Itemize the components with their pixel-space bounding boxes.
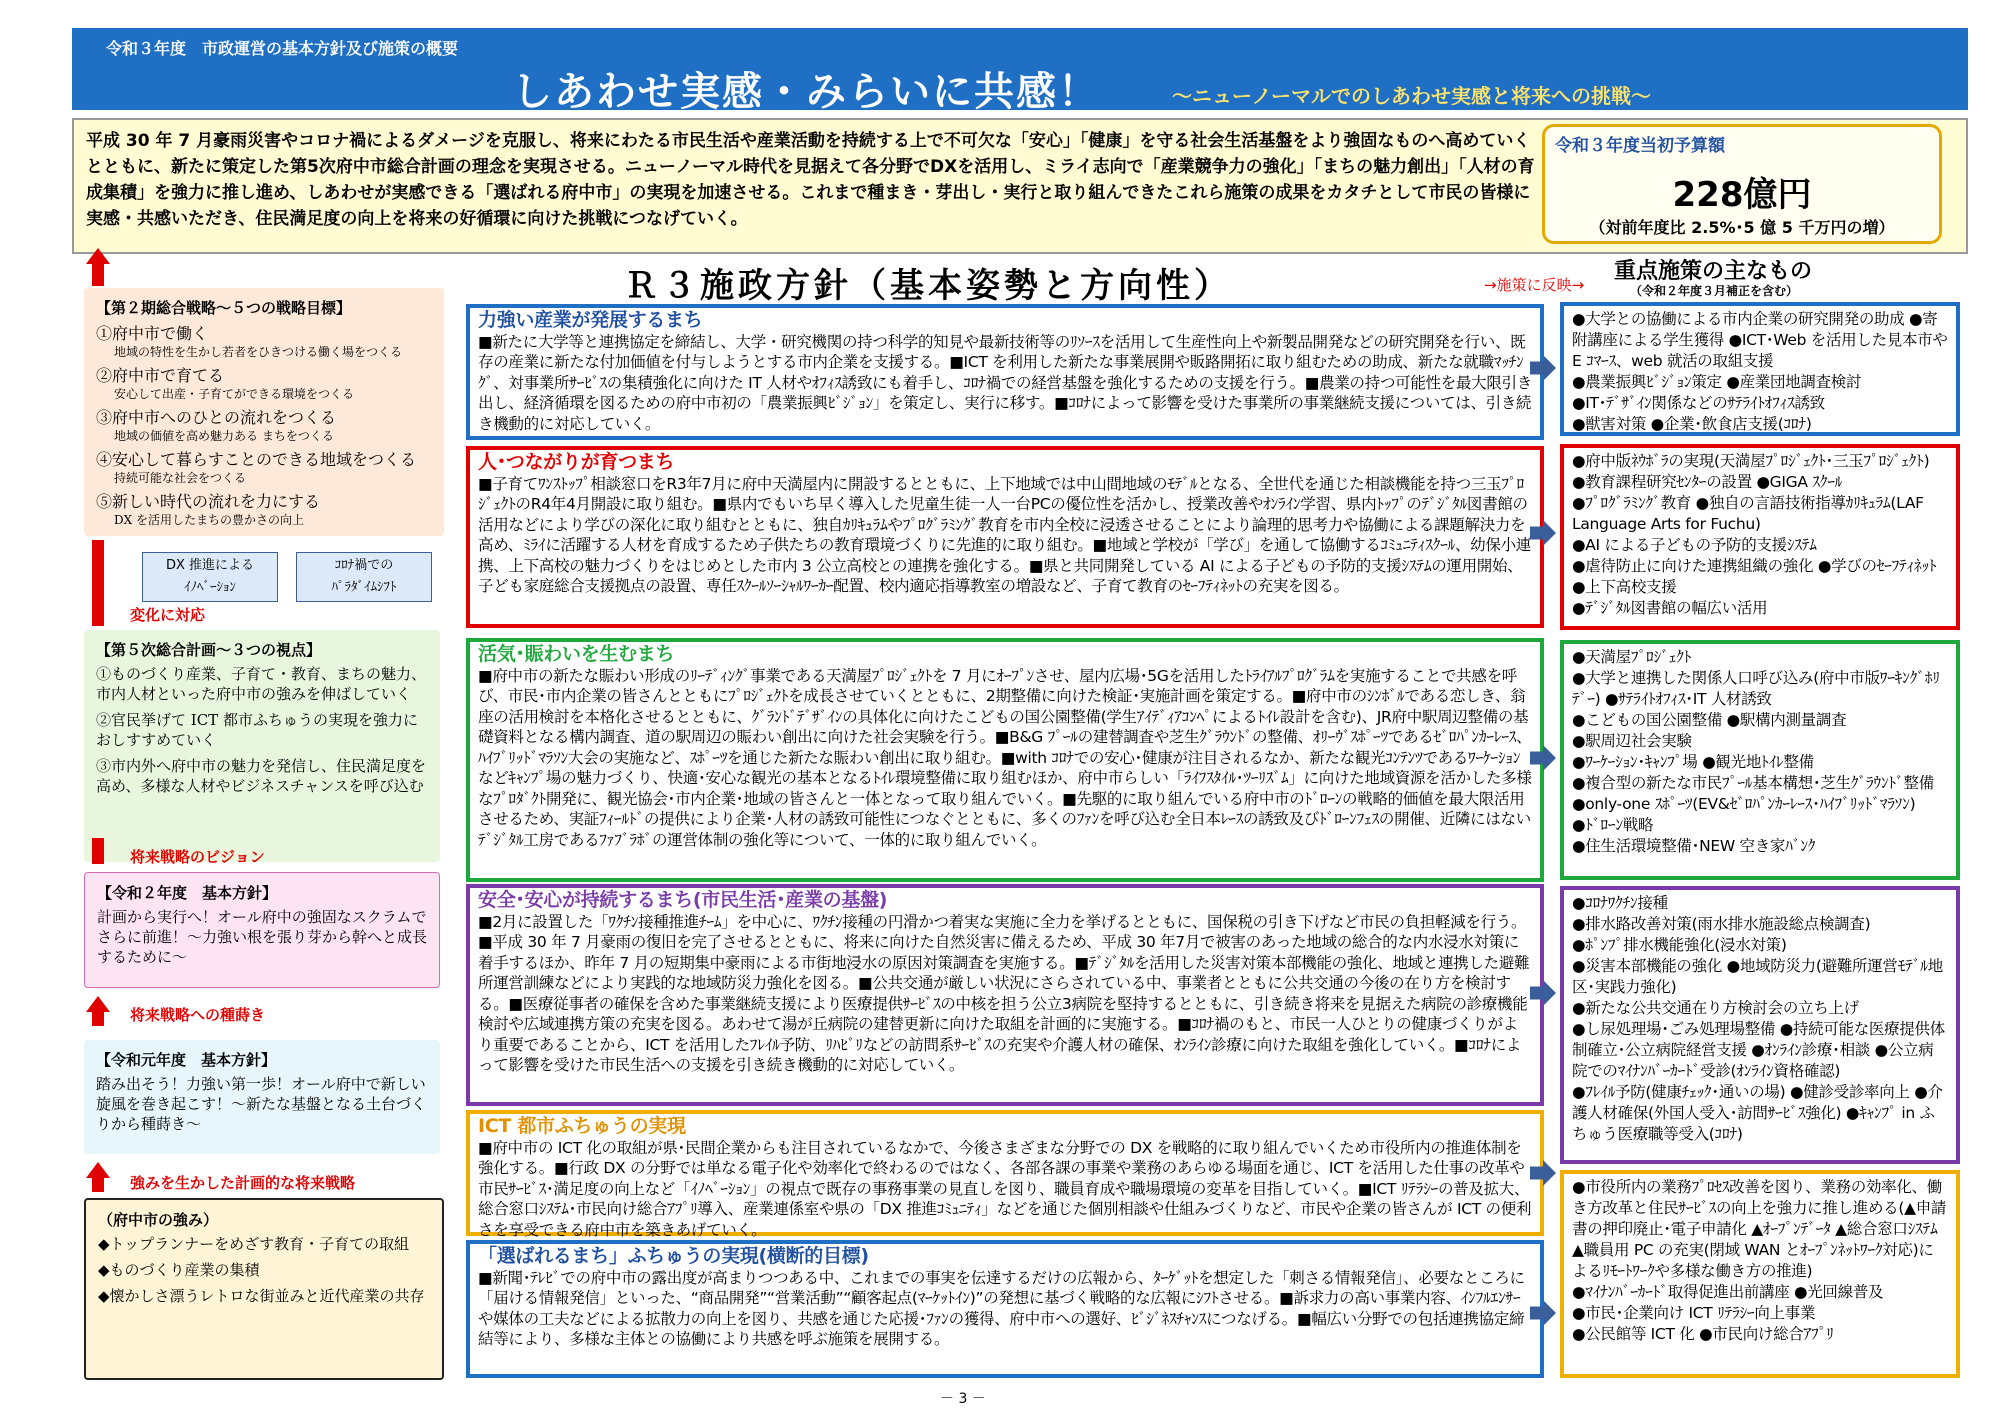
policy-title: 人･つながりが育つまち — [478, 451, 675, 473]
r1-policy-box — [84, 1040, 440, 1154]
r2-policy-box — [84, 872, 440, 988]
strategy-goal: ①府中市で働く — [96, 324, 209, 343]
focus-people: ●府中版ﾈｳﾎﾞﾗの実現(天満屋ﾌﾟﾛｼﾞｪｸﾄ･三玉ﾌﾟﾛｼﾞｪｸﾄ) ●教育課程研究ｾﾝﾀｰの設置 ●GIGA ｽｸｰﾙ ●ﾌﾟﾛｸﾞﾗﾐﾝｸﾞ教育 ●独自の言語技術指導ｶﾘｷｭﾗﾑ(LAF Language Arts for Fuchu) ●AI による子どもの予防的支援ｼｽﾃﾑ ●虐待防止に向けた連携組織の強化 ●学びのｾｰﾌﾃｨﾈｯﾄ ●上下高校支援 ●ﾃﾞｼﾞﾀﾙ図書館の幅広い活用 — [1560, 444, 1960, 630]
strategy-goal: ④安心して暮らすことのできる地域をつくる — [96, 450, 417, 469]
strategy-desc: DX を活用したまちの豊かさの向上 — [114, 513, 304, 527]
page-number: － 3 － — [940, 1391, 986, 1407]
red-bar — [92, 838, 104, 864]
label-seed: 将来戦略への種蒔き — [130, 1006, 266, 1024]
red-bar — [92, 1012, 104, 1026]
title-banner — [72, 28, 1968, 115]
red-bar — [92, 540, 104, 626]
policy-safety — [466, 884, 1544, 1106]
policy-title: 「選ばれるまち」ふちゅうの実現(横断的目標) — [478, 1245, 869, 1267]
up-arrow-icon — [86, 248, 110, 264]
plan-item: ③市内外へ府中市の魅力を発信し、住民満足度を高め、多様な人材やビジネスチャンスを呼び込む — [96, 757, 427, 795]
r1-body: 踏み出そう！力強い第一歩！オール府中で新しい旋風を巻き起こす！～新たな基盤となる土台づくりから種蒔き～ — [96, 1075, 427, 1133]
plan-box — [84, 630, 440, 862]
budget-amount: 228億円 — [1672, 175, 1812, 215]
policy-body: ■府中市の新たな賑わい形成のﾘｰﾃﾞｨﾝｸﾞ事業である天満屋ﾌﾟﾛｼﾞｪｸﾄを 7 月にｵｰﾌﾟﾝさせ、屋内広場･5Gを活用したﾄﾗｲｱﾙﾌﾟﾛｸﾞﾗﾑを実施することで共感を呼び、市民･市内企業の皆さんとともにﾌﾟﾛｼﾞｪｸﾄを成長させていくとともに、2期整備に向けた検証･実施計画を策定する。■府中市のｼﾝﾎﾞﾙである恋しき、翁座の活用検討を本格化させるとともに、ｸﾞﾗﾝﾄﾞﾃﾞｻﾞｲﾝの具体化に向けたこどもの国公園整備(学生ｱｲﾃﾞｨｱｺﾝﾍﾟによるﾄｲﾚ設計を含む)、JR府中駅周辺整備の基礎資料となる構内調査、道の駅周辺の賑わい創出に向けた社会実験を行う。■B&G ﾌﾟｰﾙの建替調査や芝生ｸﾞﾗｳﾝﾄﾞの整備、ｵﾘｰｳﾞｽﾎﾟｰﾂであるｾﾞﾛﾊﾟﾝｶｰﾚｰｽ、ﾊｲﾌﾞﾘｯﾄﾞﾏﾗｿﾝ大会の実施など、ｽﾎﾟｰﾂを通じた新たな賑わい創出に取り組む。■with ｺﾛﾅでの安心･健康が注目されるなか、新たな観光ｺﾝﾃﾝﾂであるﾜｰｹｰｼｮﾝなどｷｬﾝﾌﾟ場の魅力づくり、快適･安心な観光の基本となるﾄｲﾚ環境整備に取り組むほか、府中市らしい「ﾗｲﾌｽﾀｲﾙ･ﾂｰﾘｽﾞﾑ」に向けた地域資源を活かした多様なﾌﾟﾛﾀﾞｸﾄ開発に、観光協会･市内企業･地域の皆さんと一体となって取り組んでいく。■先駆的に取り組んでいる府中市のﾄﾞﾛｰﾝの戦略的価値を最大限活用させるため、実証ﾌｨｰﾙﾄﾞの提供により企業･人材の誘致可能性につなぐとともに、多くのﾌｧﾝを呼び込む全日本ﾚｰｽの誘致及びﾄﾞﾛｰﾝﾌｪｽの開催、近隣にはないﾃﾞｼﾞﾀﾙ工房であるﾌｧﾌﾞﾗﾎﾞの運営体制の強化等について、一体的に取り組んでいく。 — [478, 666, 1532, 849]
focus-vitality: ●天満屋ﾌﾟﾛｼﾞｪｸﾄ ●大学と連携した関係人口呼び込み(府中市版ﾜｰｷﾝｸﾞﾎﾘﾃﾞｰ) ●ｻﾃﾗｲﾄｵﾌｨｽ･IT 人材誘致 ●こどもの国公園整備 ●駅構内測量調査 ●駅周辺社会実験 ●ﾜｰｹｰｼｮﾝ･ｷｬﾝﾌﾟ場 ●観光地ﾄｲﾚ整備 ●複合型の新たな市民ﾌﾟｰﾙ基本構想･芝生ｸﾞﾗｳﾝﾄﾞ整備 ●only-one ｽﾎﾟｰﾂ(EV&ｾﾞﾛﾊﾟﾝｶｰﾚｰｽ･ﾊｲﾌﾞﾘｯﾄﾞﾏﾗｿﾝ) ●ﾄﾞﾛｰﾝ戦略 ●住生活環境整備･NEW 空き家ﾊﾞﾝｸ — [1560, 640, 1960, 880]
strategy-desc: 安心して出産・子育てができる環境をつくる — [114, 387, 355, 401]
strength-item: ◆トップランナーをめざす教育・子育ての取組 — [98, 1235, 410, 1253]
r2-body: 計画から実行へ！オール府中の強固なスクラムでさらに前進！～力強い根を張り芽から幹へと成長するために～ — [97, 908, 428, 966]
policy-title: 安全･安心が持続するまち(市民生活･産業の基盤) — [478, 889, 888, 911]
page-title: しあわせ実感・みらいに共感！ — [512, 69, 1100, 115]
red-bar — [92, 264, 104, 286]
up-arrow-icon — [86, 1162, 110, 1178]
strategy-head: 【第２期総合戦略～５つの戦略目標】 — [96, 299, 352, 317]
focus-heading: 重点施策の主なもの — [1614, 259, 1813, 284]
label-vision: 将来戦略のビジョン — [130, 848, 265, 866]
strength-item: ◆懐かしさ漂うレトロな街並みと近代産業の共存 — [98, 1287, 425, 1305]
strategy-desc: 地域の価値を高め魅力ある まちをつくる — [114, 429, 334, 443]
plan-head: 【第５次総合計画～３つの視点】 — [96, 641, 322, 659]
focus-note: （令和２年度３月補正を含む） — [1630, 284, 1799, 298]
red-bar — [92, 1178, 104, 1192]
label-strength: 強みを生かした計画的な将来戦略 — [130, 1174, 356, 1192]
strategy-desc: 持続可能な社会をつくる — [114, 471, 247, 485]
plan-item: ②官民挙げて ICT 都市ふちゅうの実現を強力におしすすめていく — [96, 711, 418, 749]
policy-chosen — [466, 1240, 1544, 1378]
strategy-goal: ⑤新しい時代の流れを力にする — [96, 492, 321, 511]
budget-box — [1542, 124, 1942, 244]
intro-text: 平成 30 年 7 月豪雨災害やコロナ禍によるダメージを克服し、将来にわたる市民生活や産業活動を持続する上で不可欠な「安心」「健康」を守る社会生活基盤をより強固なものへ高めていくとともに、新たに策定した第5次府中市総合計画の理念を実現させる。ニューノーマル時代を見据えて各分野でDXを活用し、ミライ志向で「産業競争力の強化」「まちの魅力創出」「人材の育成集積」を強力に推し進め、しあわせが実感できる「選ばれる府中市」の実現を加速させる。これまで種まき・芽出し・実行と取り組んできたこれら施策の成果をカタチとして市民の皆様に実感・共感いただき、住民満足度の向上を将来の好循環に向けた挑戦につなげていく。 — [86, 131, 1535, 229]
budget-label: 令和３年度当初予算額 — [1555, 136, 1725, 156]
strength-item: ◆ものづくり産業の集積 — [98, 1261, 260, 1279]
r2-head: 【令和２年度 基本方針】 — [97, 884, 278, 902]
policy-body: ■子育てﾜﾝｽﾄｯﾌﾟ相談窓口をR3年7月に府中天満屋内に開設するとともに、上下地域では中山間地域のﾓﾃﾞﾙとなる、全世代を通じた相談機能を持つ三玉ﾌﾟﾛｼﾞｪｸﾄのR4年4月開設に取り組む。■県内でもいち早く導入した児童生徒一人一台PCの優位性を活かし、授業改善やｵﾝﾗｲﾝ学習、県内ﾄｯﾌﾟのﾃﾞｼﾞﾀﾙ図書館の活用などにより学びの深化に取り組むとともに、独自ｶﾘｷｭﾗﾑやﾌﾟﾛｸﾞﾗﾐﾝｸﾞ教育を市内全校に浸透させることにより論理的思考力や協働による課題解決力を高め、ﾐﾗｲに活躍する人材を育成するため子供たちの教育環境づくりに先進的に取り組む。■地域と学校が「学び」を通して協働するｺﾐｭﾆﾃｨｽｸｰﾙ、幼保小連携、上下高校の魅力づくりをはじめとした市内 3 公立高校との連携を強化する。■県と共同開発している AI による子どもの予防的支援ｼｽﾃﾑの運用開始、子ども家庭総合支援拠点の設置、専任ｽｸｰﾙｿｰｼｬﾙﾜｰｶｰ配置、校内適応指導教室の増設など、子育て教育のｾｰﾌﾃｨﾈｯﾄの充実を図る。 — [478, 474, 1531, 595]
strengths-head: （府中市の強み） — [98, 1211, 219, 1229]
plan-item: ①ものづくり産業、子育て・教育、まちの魅力、市内人材といった府中市の強みを伸ばしていく — [96, 665, 427, 703]
focus-industry: ●大学との協働による市内企業の研究開発の助成 ●寄附講座による学生獲得 ●ICT･Web を活用した見本市や E ｺﾏｰｽ、web 就活の取組支援 ●農業振興ﾋﾞｼﾞｮﾝ策定 ●産業団地調査検討 ●IT･ﾃﾞｻﾞｲﾝ関係などのｻﾃﾗｲﾄｵﾌｨｽ誘致 ●獣害対策 ●企業･飲食店支援(ｺﾛﾅ) — [1560, 302, 1960, 436]
focus-ict: ●市役所内の業務ﾌﾟﾛｾｽ改善を図り、業務の効率化、働き方改革と住民ｻｰﾋﾞｽの向上を強力に推し進める(▲申請書の押印廃止･電子申請化 ▲ｵｰﾌﾟﾝﾃﾞｰﾀ ▲総合窓口ｼｽﾃﾑ ▲職員用 PC の充実(閉域 WAN とｵｰﾌﾟﾝﾈｯﾄﾜｰｸ対応)によるﾘﾓｰﾄﾜｰｸや多様な働き方の推進) ●ﾏｲﾅﾝﾊﾞｰｶｰﾄﾞ取得促進出前講座 ●光回線普及 ●市民･企業向け ICT ﾘﾃﾗｼｰ向上事業 ●公民館等 ICT 化 ●市民向け総合ｱﾌﾟﾘ — [1560, 1170, 1960, 1378]
label-change: 変化に対応 — [130, 606, 206, 624]
policy-industry — [466, 304, 1544, 440]
banner-sub: 令和３年度 市政運営の基本方針及び施策の概要 — [106, 39, 459, 58]
policy-body: ■新聞･ﾃﾚﾋﾞでの府中市の露出度が高まりつつある中、これまでの事実を伝達するだけの広報から、ﾀｰｹﾞｯﾄを想定した「刺さる情報発信」、必要なところに「届ける情報発信」といった、“商品開発”“営業活動”“顧客起点(ﾏｰｹｯﾄｲﾝ)”の発想に基づく戦略的な広報にｼﾌﾄさせる。■訴求力の高い事業内容、ｲﾝﾌﾙｴﾝｻｰや媒体の工夫などによる拡散力の向上を図り、共感を通じた応援･ﾌｧﾝの獲得、府中市への選好、ﾋﾞｼﾞﾈｽﾁｬﾝｽにつなげる。■幅広い分野での包括連携協定締結等により、多様な主体との協働により共感を呼ぶ施策を展開する。 — [478, 1268, 1525, 1348]
policy-title: 活気･賑わいを生むまち — [478, 643, 675, 665]
banner-subtitle: ～ニューノーマルでのしあわせ実感と将来への挑戦～ — [1172, 84, 1651, 108]
budget-compare: （対前年度比 2.5%･5 億 5 千万円の増） — [1589, 218, 1895, 237]
strengths-box — [84, 1198, 444, 1380]
focus-safety: ●ｺﾛﾅﾜｸﾁﾝ接種 ●排水路改善対策(雨水排水施設総点検調査) ●ﾎﾟﾝﾌﾟ排水機能強化(浸水対策) ●災害本部機能の強化 ●地域防災力(避難所運営ﾓﾃﾞﾙ地区･実践力強化) ●新たな公共交通在り方検討会の立ち上げ ●し尿処理場･ごみ処理場整備 ●持続可能な医療提供体制確立･公立病院経営支援 ●ｵﾝﾗｲﾝ診療･相談 ●公立病院でのﾏｲﾅﾝﾊﾞｰｶｰﾄﾞ受診(ｵﾝﾗｲﾝ資格確認) ●ﾌﾚｲﾙ予防(健康ﾁｪｯｸ･通いの場) ●健診受診率向上 ●介護人材確保(外国人受入･訪問ｻｰﾋﾞｽ強化) ●ｷｬﾝﾌﾟ in ふちゅう医療職等受入(ｺﾛﾅ) — [1560, 886, 1960, 1164]
strategy-box — [84, 288, 444, 536]
reflect-label: →施策に反映→ — [1484, 276, 1585, 294]
callout-corona: ｺﾛﾅ禍での ﾊﾟﾗﾀﾞｲﾑｼﾌﾄ — [296, 552, 432, 602]
policy-title: 力強い産業が発展するまち — [478, 309, 703, 331]
policy-vitality — [466, 638, 1544, 882]
policy-ict — [466, 1110, 1544, 1239]
callout-dx: DX 推進による ｲﾉﾍﾞｰｼｮﾝ — [142, 552, 278, 602]
policy-body: ■府中市の ICT 化の取組が県･民間企業からも注目されているなかで、今後さまざまな分野での DX を戦略的に取り組んでいくため市役所内の推進体制を強化する。■行政 DX の分野では単なる電子化や効率化で終わるのではなく、各部各課の事業や業務のあらゆる場面を通じ、ICT を活用した仕事の改革や市民ｻｰﾋﾞｽ･満足度の向上など「ｲﾉﾍﾞｰｼｮﾝ」の視点で既存の事務事業の見直しを図り、職員育成や職場環境の変革を目指していく。■ICT ﾘﾃﾗｼｰの普及拡大、総合窓口ｼｽﾃﾑ･市民向け総合ｱﾌﾟﾘ導入、産業連係室や県の「DX 推進ｺﾐｭﾆﾃｨ」などを通じた個別相談や仕組みづくりなど、市民や企業の皆さんが ICT の便利さを享受できる府中市を築きあげていく。 — [478, 1138, 1532, 1239]
r1-head: 【令和元年度 基本方針】 — [96, 1051, 277, 1069]
policy-heading: Ｒ３施政方針（基本姿勢と方向性） — [624, 266, 1232, 306]
strategy-goal: ③府中市へのひとの流れをつくる — [96, 408, 337, 427]
strategy-goal: ②府中市で育てる — [96, 366, 225, 385]
policy-body: ■2月に設置した「ﾜｸﾁﾝ接種推進ﾁｰﾑ」を中心に、ﾜｸﾁﾝ接種の円滑かつ着実な実施に全力を挙げるとともに、国保税の引き下げなど市民の負担軽減を行う。■平成 30 年 7 月豪雨の復旧を完了させるとともに、将来に向けた自然災害に備えるため、平成 30 年7月で被害のあった地域の総合的な内水浸水対策に着手するほか、昨年 7 月の短期集中豪雨による市街地浸水の原因対策調査を実施する。■ﾃﾞｼﾞﾀﾙを活用した災害対策本部機能の強化、地域と連携した避難所運営訓練などにより実践的な地域防災力強化を図る。■公共交通が厳しい状況にさらされている中、事業者とともに公共交通の今後の在り方を検討する。■医療従事者の確保を含めた事業継続支援により医療提供ｻｰﾋﾞｽの中核を担う公立3病院を堅持するとともに、引き続き将来を見据えた病院の診療機能検討や広域連携方策の充実を図る。あわせて湯が丘病院の建替更新に向けた取組を計画的に実施する。■ｺﾛﾅ禍のもと、市民一人ひとりの健康づくりがより重要であることから、ICT を活用したﾌﾚｲﾙ予防、ﾘﾊﾋﾞﾘなどの訪問系ｻｰﾋﾞｽの充実や介護人材の確保、ｵﾝﾗｲﾝ診療に向けた取組を強化していく。■ｺﾛﾅによって影響を受けた市民生活への支援を引き続き機動的に対応していく。 — [478, 912, 1530, 1074]
strategy-desc: 地域の特性を生かし若者をひきつける働く場をつくる — [114, 345, 403, 359]
up-arrow-icon — [86, 996, 110, 1012]
policy-people — [466, 446, 1544, 628]
policy-title: ICT 都市ふちゅうの実現 — [478, 1115, 686, 1137]
policy-body: ■新たに大学等と連携協定を締結し、大学・研究機関の持つ科学的知見や最新技術等のﾘｿｰｽを活用して生産性向上や新製品開発などの研究開発を行い、既存の産業に新たな付加価値を付与しようとする市内企業を支援する。■ICT を利用した新たな事業展開や販路開拓に取り組むための助成、新たな就職ﾏｯﾁﾝｸﾞ、対事業所ｻｰﾋﾞｽの集積強化に向けた IT 人材やｵﾌｨｽ誘致にも着手し、ｺﾛﾅ禍での経営基盤を強化するための支援を行う。■農業の持つ可能性を最大限引き出し、経済循環を図るための府中市初の「農業振興ﾋﾞｼﾞｮﾝ」を策定し、実行に移す。■ｺﾛﾅによって影響を受けた事業所の事業継続支援については、引き続き機動的に対応していく。 — [478, 332, 1532, 433]
